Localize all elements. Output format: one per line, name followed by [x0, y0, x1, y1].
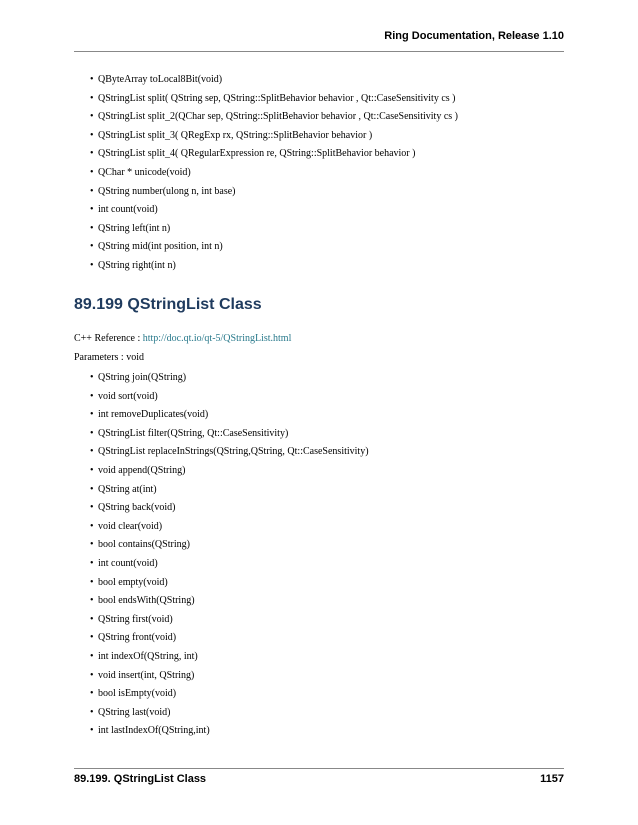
bullet-icon: •	[90, 409, 94, 421]
list-item	[90, 90, 458, 109]
bullet-icon: •	[90, 539, 94, 551]
bullet-icon: •	[90, 464, 94, 476]
bullet-icon: •	[90, 427, 94, 439]
list-item	[90, 108, 458, 127]
list-item	[90, 443, 369, 462]
list-item	[90, 611, 369, 630]
bullet-icon: •	[90, 446, 94, 458]
list-item-text: QStringList split_4( QRegularExpression re, QString::SplitBehavior behavior )	[98, 148, 416, 160]
list-item	[90, 369, 369, 388]
running-header: Ring Documentation, Release 1.10	[384, 30, 564, 42]
bullet-icon: •	[90, 111, 94, 123]
list-item-text: QString right(int n)	[98, 259, 176, 271]
list-item	[90, 648, 369, 667]
list-item-text: QStringList split_2(QChar sep, QString::SplitBehavior behavior , Qt::CaseSensitivity cs )	[98, 111, 458, 123]
list-item	[90, 629, 369, 648]
list-item	[90, 536, 369, 555]
list-item-text: QString mid(int position, int n)	[98, 241, 223, 253]
list-item-text: QString join(QString)	[98, 372, 187, 383]
list-item-text: void clear(void)	[98, 520, 163, 532]
bullet-icon: •	[90, 259, 94, 271]
list-item-text: QChar * unicode(void)	[98, 166, 191, 178]
list-item	[90, 499, 369, 518]
list-item	[90, 201, 458, 220]
footer-section: 89.199. QStringList Class	[74, 773, 207, 785]
running-footer	[74, 773, 564, 785]
method-list-qstring	[90, 71, 458, 276]
bullet-icon: •	[90, 483, 94, 495]
list-item-text: QString front(void)	[98, 632, 177, 644]
cpp-reference-label: C++ Reference :	[74, 333, 143, 344]
list-item	[90, 145, 458, 164]
list-item	[90, 406, 369, 425]
list-item	[90, 164, 458, 183]
section-title: 89.199 QStringList Class	[74, 296, 262, 313]
parameters-text: Parameters : void	[74, 352, 144, 363]
list-item	[90, 462, 369, 481]
list-item-text: int indexOf(QString, int)	[98, 650, 198, 662]
list-item	[90, 71, 458, 90]
list-item	[90, 183, 458, 202]
bullet-icon: •	[90, 557, 94, 569]
cpp-reference	[74, 333, 291, 344]
bullet-icon: •	[90, 185, 94, 197]
list-item	[90, 425, 369, 444]
bullet-icon: •	[90, 669, 94, 681]
list-item-text: QString last(void)	[98, 706, 171, 718]
list-item-text: void sort(void)	[98, 390, 158, 402]
list-item-text: bool isEmpty(void)	[98, 688, 177, 700]
list-item-text: QStringList split( QString sep, QString::SplitBehavior behavior , Qt::CaseSensitivity cs )	[98, 92, 456, 104]
list-item	[90, 667, 369, 686]
list-item	[90, 388, 369, 407]
bullet-icon: •	[90, 166, 94, 178]
list-item	[90, 127, 458, 146]
bullet-icon: •	[90, 688, 94, 700]
bullet-icon: •	[90, 706, 94, 718]
list-item	[90, 555, 369, 574]
list-item	[90, 722, 369, 741]
list-item-text: bool contains(QString)	[98, 539, 190, 551]
list-item-text: QString first(void)	[98, 613, 173, 625]
bullet-icon: •	[90, 222, 94, 234]
list-item-text: QStringList replaceInStrings(QString,QString, Qt::CaseSensitivity)	[98, 446, 369, 458]
bullet-icon: •	[90, 129, 94, 141]
footer-divider	[74, 768, 564, 769]
bullet-icon: •	[90, 595, 94, 607]
list-item	[90, 481, 369, 500]
bullet-icon: •	[90, 372, 94, 383]
list-item-text: QStringList split_3( QRegExp rx, QString::SplitBehavior behavior )	[98, 129, 373, 141]
list-item-text: int lastIndexOf(QString,int)	[98, 725, 210, 737]
list-item-text: QString number(ulong n, int base)	[98, 185, 236, 197]
bullet-icon: •	[90, 520, 94, 532]
bullet-icon: •	[90, 576, 94, 588]
bullet-icon: •	[90, 390, 94, 402]
list-item-text: QString back(void)	[98, 502, 176, 514]
bullet-icon: •	[90, 650, 94, 662]
bullet-icon: •	[90, 74, 94, 85]
list-item	[90, 518, 369, 537]
list-item-text: bool endsWith(QString)	[98, 595, 195, 607]
bullet-icon: •	[90, 502, 94, 514]
list-item	[90, 685, 369, 704]
list-item-text: bool empty(void)	[98, 576, 168, 588]
bullet-icon: •	[90, 92, 94, 104]
bullet-icon: •	[90, 241, 94, 253]
list-item-text: QString at(int)	[98, 483, 157, 495]
list-item-text: QByteArray toLocal8Bit(void)	[98, 74, 223, 85]
method-list-qstringlist	[90, 369, 369, 741]
list-item	[90, 220, 458, 239]
page-number: 1157	[540, 773, 564, 785]
list-item-text: void insert(int, QString)	[98, 669, 195, 681]
bullet-icon: •	[90, 725, 94, 737]
list-item	[90, 257, 458, 276]
list-item	[90, 592, 369, 611]
list-item-text: int count(void)	[98, 204, 158, 216]
list-item-text: int count(void)	[98, 557, 158, 569]
cpp-reference-link[interactable]: http://doc.qt.io/qt-5/QStringList.html	[142, 333, 292, 344]
list-item	[90, 704, 369, 723]
list-item-text: int removeDuplicates(void)	[98, 409, 209, 421]
bullet-icon: •	[90, 632, 94, 644]
list-item-text: QString left(int n)	[98, 222, 171, 234]
list-item-text: QStringList filter(QString, Qt::CaseSensitivity)	[98, 427, 289, 439]
list-item	[90, 574, 369, 593]
bullet-icon: •	[90, 204, 94, 216]
header-divider	[74, 51, 564, 52]
list-item-text: void append(QString)	[98, 464, 186, 476]
bullet-icon: •	[90, 613, 94, 625]
bullet-icon: •	[90, 148, 94, 160]
list-item	[90, 238, 458, 257]
